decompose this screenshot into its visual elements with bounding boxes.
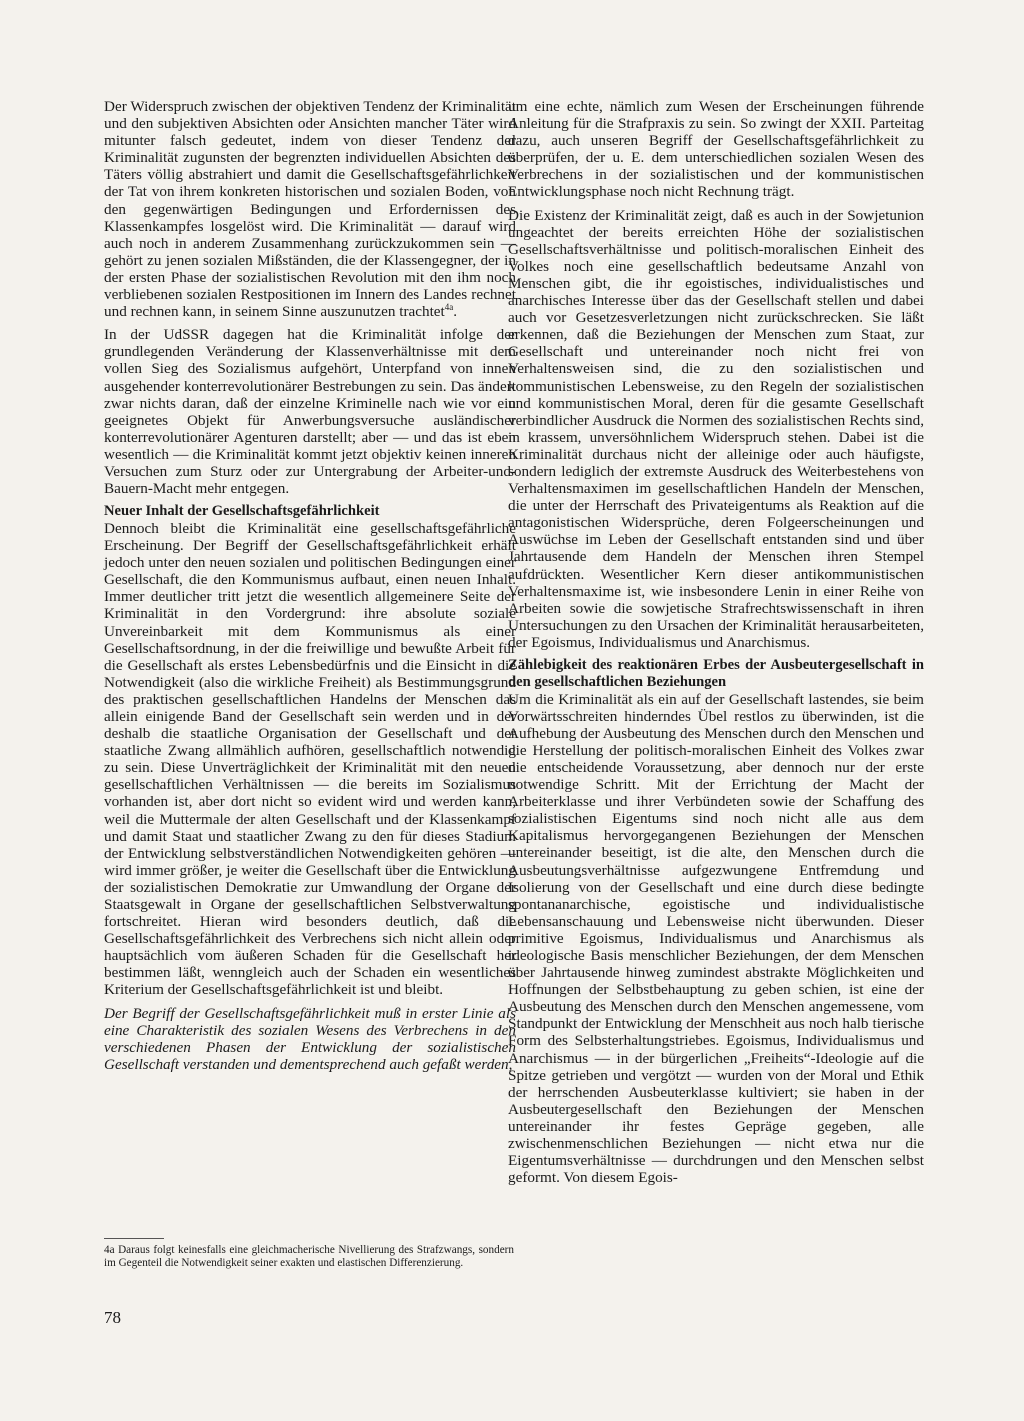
page-number: 78 [104,1308,121,1327]
right-column [508,98,924,1192]
section-heading: Neuer Inhalt der Gesellschaftsgefährlichkeit [104,503,380,520]
footnote-divider [104,1238,164,1239]
paragraph: Dennoch bleibt die Kriminalität eine gesellschaftsgefährliche Erscheinung. Der Begriff der Gesellschaftsgefährlichkeit erhält jedoch unter den neuen sozialen und politischen Bedingungen einer Gesellschaft, die den Kommunismus aufbaut, einen neuen Inhalt. Immer deutlicher tritt jetzt die wesentlich allgemeinere Seite der Kriminalität in den Vordergrund: ihre absolute soziale Unvereinbarkeit mit dem Kommunismus als einer Gesellschaftsordnung, in der die freiwillige und bewußte Arbeit für die Gesellschaft als erstes Lebensbedürfnis und die Einsicht in die Notwendigkeit (also die wirkliche Freiheit) als Bestimmungsgrund des praktischen gesellschaftlichen Handelns der Menschen das allein einigende Band der Gesellschaft sein werden und in der deshalb die staatliche Organisation der Gesellschaft und der staatliche Zwang allmählich aufhören, gesellschaftlich notwendig zu sein. Diese Unverträglichkeit der Kriminalität mit den neuen gesellschaftlichen Verhältnissen — die bereits im Sozialismus vorhanden ist, aber dort nicht so evident wird und werden kann, weil die Muttermale der alten Gesellschaft und der Klassenkampf und damit Staat und staatlicher Zwang zu den für dieses Stadium der Entwicklung selbstverständlichen Notwendigkeiten gehören — wird immer größer, je weiter die Gesellschaft über die Entwicklung der sozialistischen Demokratie zur Umwandlung der Organe der Staatsgewalt in Organe der gesellschaftlichen Selbstverwaltung fortschreitet. Hieran wird besonders deutlich, daß die Gesellschaftsgefährlichkeit des Verbrechens sich nicht allein oder hauptsächlich vom äußeren Schaden für die Gesellschaft her bestimmen läßt, wenngleich auch der Schaden ein wesentliches Kriterium der Gesellschaftsgefährlichkeit ist und bleibt. [104,519,516,999]
paragraph: In der UdSSR dagegen hat die Kriminalität infolge der grundlegenden Veränderung der Klassenverhältnisse mit dem vollen Sieg des Sozialismus aufgehört, Unterpfand von innen ausgehender konterrevolutionärer Bestrebungen zu sein. Das ändert zwar nichts daran, daß der einzelne Kriminelle nach wie vor ein geeignetes Objekt für Anwerbungsversuche ausländischer konterrevolutionärer Agenturen darstellt; aber — und das ist eben wesentlich — die Kriminalität kommt jetzt objektiv keinen inneren Versuchen zum Sturz oder zur Untergrabung der Arbeiter-und-Bauern-Macht mehr entgegen. [104,326,516,498]
footnote: 4a Daraus folgt keinesfalls eine gleichmacherische Nivellierung des Strafzwangs, sondern im Gegenteil die Notwendigkeit seiner exakten und elastischen Differenzierung. [104,1244,514,1269]
paragraph: Um die Kriminalität als ein auf der Gesellschaft lastendes, sie beim Vorwärtsschreiten hinderndes Übel restlos zu überwinden, ist die Aufhebung der Ausbeutung des Menschen durch den Menschen und die Herstellung der politisch-moralischen Einheit des Volkes zwar die entscheidende Voraussetzung, aber dennoch nur der erste notwendige Schritt. Mit der Errichtung der Macht der Arbeiterklasse und ihrer Verbündeten sowie der Schaffung des sozialistischen Eigentums sind noch nicht alle aus dem Kapitalismus hervorgegangenen Beziehungen der Menschen untereinander beseitigt, ist die alte, den Menschen durch die Ausbeutungsverhältnisse aufgezwungene Entfremdung und Isolierung von der Gesellschaft und eine durch diese bedingte spontananarchische, egoistische und individualistische Lebensanschauung und Lebensweise nicht überwunden. Dieser primitive Egoismus, Individualismus und Anarchismus als ideologische Basis menschlicher Beziehungen, der dem Menschen über Jahrtausende hinweg zumindest abstrakte Möglichkeiten und Hoffnungen der Selbstbehauptung zu geben schien, ist eine der Ausbeutung des Menschen durch den Menschen angemessene, vom Standpunkt der Entwicklung der Menschheit aus noch halb tierische Form des Selbsterhaltungstriebes. Egoismus, Individualismus und Anarchismus — in der bürgerlichen „Freiheits“-Ideologie auf die Spitze getrieben und vergötzt — wurden von der Moral und Ethik der herrschenden Ausbeuterklasse kultiviert; sie haben in der Ausbeutergesellschaft den Beziehungen der Menschen untereinander ihr festes Gepräge gegeben, alle zwischenmenschlichen Beziehungen — nicht etwa nur die Eigentumsverhältnisse — durchdrungen und den Menschen selbst geformt. Von diesem Egois- [508,690,924,1187]
section-heading: Zählebigkeit des reaktionären Erbes der Ausbeutergesellschaft in den gesellschaftlichen Beziehungen [508,657,924,690]
paragraph-text: . [453,303,458,321]
paragraph [104,98,516,320]
italic-paragraph: Der Begriff der Gesellschaftsgefährlichkeit muß in erster Linie als eine Charakteristik des sozialen Wesens des Verbrechens in den verschiedenen Phasen der Entwicklung der sozialistischen Gesellschaft verstanden und dementsprechend auch gefaßt werden, [104,1004,516,1073]
left-column [104,98,516,1073]
paragraph: Die Existenz der Kriminalität zeigt, daß es auch in der Sowjetunion ungeachtet der bereits erreichten Höhe der sozialistischen Gesellschaftsverhältnisse und politisch-moralischen Einheit des Volkes noch eine gesellschaftlich bedeutsame Anzahl von Menschen gibt, die ihr egoistisches, individualistisches und anarchisches Interesse über das der Gesellschaft stellen und dabei auch vor Gesetzesverletzungen nicht zurückschrecken. Sie läßt erkennen, daß die Beziehungen der Menschen zum Staat, zur Gesellschaft und untereinander noch nicht frei von Verhaltensweisen sind, die zu den sozialistischen und kommunistischen Lebensweise, zu den Regeln der sozialistischen und kommunistischen Moral, deren für die gesamte Gesellschaft verbindlicher Ausdruck die Normen des sozialistischen Rechts sind, in krassem, unversöhnlichem Widerspruch stehen. Dabei ist die Kriminalität durchaus nicht der alleinige oder auch häufigste, sondern lediglich der extremste Ausdruck des Weiterbestehens von Verhaltensmaximen im gesellschaftlichen Handeln der Menschen, die unter der Herrschaft des Privateigentums als Reaktion auf die antagonistischen Widersprüche, deren Folgeerscheinungen und Auswüchse im Leben der Gesellschaft entstanden sind und über Jahrtausende dem Handeln der Menschen ihren Stempel aufdrückten. Wesentlicher Kern dieser antikommunistischen Verhaltensmaxime ist, wie insbesondere Lenin in einer Reihe von Arbeiten sowie die sowjetische Strafrechtswissenschaft in ihren Untersuchungen zu den Ursachen der Kriminalität herausarbeiteten, der Egoismus, Individualismus und Anarchismus. [508,206,924,651]
paragraph: um eine echte, nämlich zum Wesen der Erscheinungen führende Anleitung für die Strafpraxis zu sein. So zwingt der XXII. Parteitag dazu, auch unseren Begriff der Gesellschaftsgefährlichkeit zu überprüfen, der u. E. dem unterschiedlichen sozialen Wesen des Verbrechens in der sozialistischen und der kommunistischen Entwicklungsphase noch nicht Rechnung trägt. [508,98,924,201]
footnote-ref: 4a [444,302,454,313]
paragraph-text: Der Widerspruch zwischen der objektiven Tendenz der Kriminalität und den subjektiven Absichten oder Ansichten mancher Täter wird mitunter falsch gedeutet, indem von dieser Tendenz der Kriminalität zugunsten der begrenzten individuellen Absichten des Täters völlig abstrahiert und damit die Gesellschaftsgefährlichkeit der Tat von ihrem konkreten historischen und sozialen Boden, von den gegenwärtigen Bedingungen und Erfordernissen des Klassenkampfes losgelöst wird. Die Kriminalität — darauf wird auch noch in anderem Zusammenhang zurückzukommen sein — gehört zu jenen sozialen Mißständen, die der Klassengegner, der in der ersten Phase der sozialistischen Revolution mit den ihm noch verbliebenen sozialen Restpositionen im Innern des Landes rechnet und rechnen kann, in seinem Sinne auszunutzen trachtet [104,98,516,321]
